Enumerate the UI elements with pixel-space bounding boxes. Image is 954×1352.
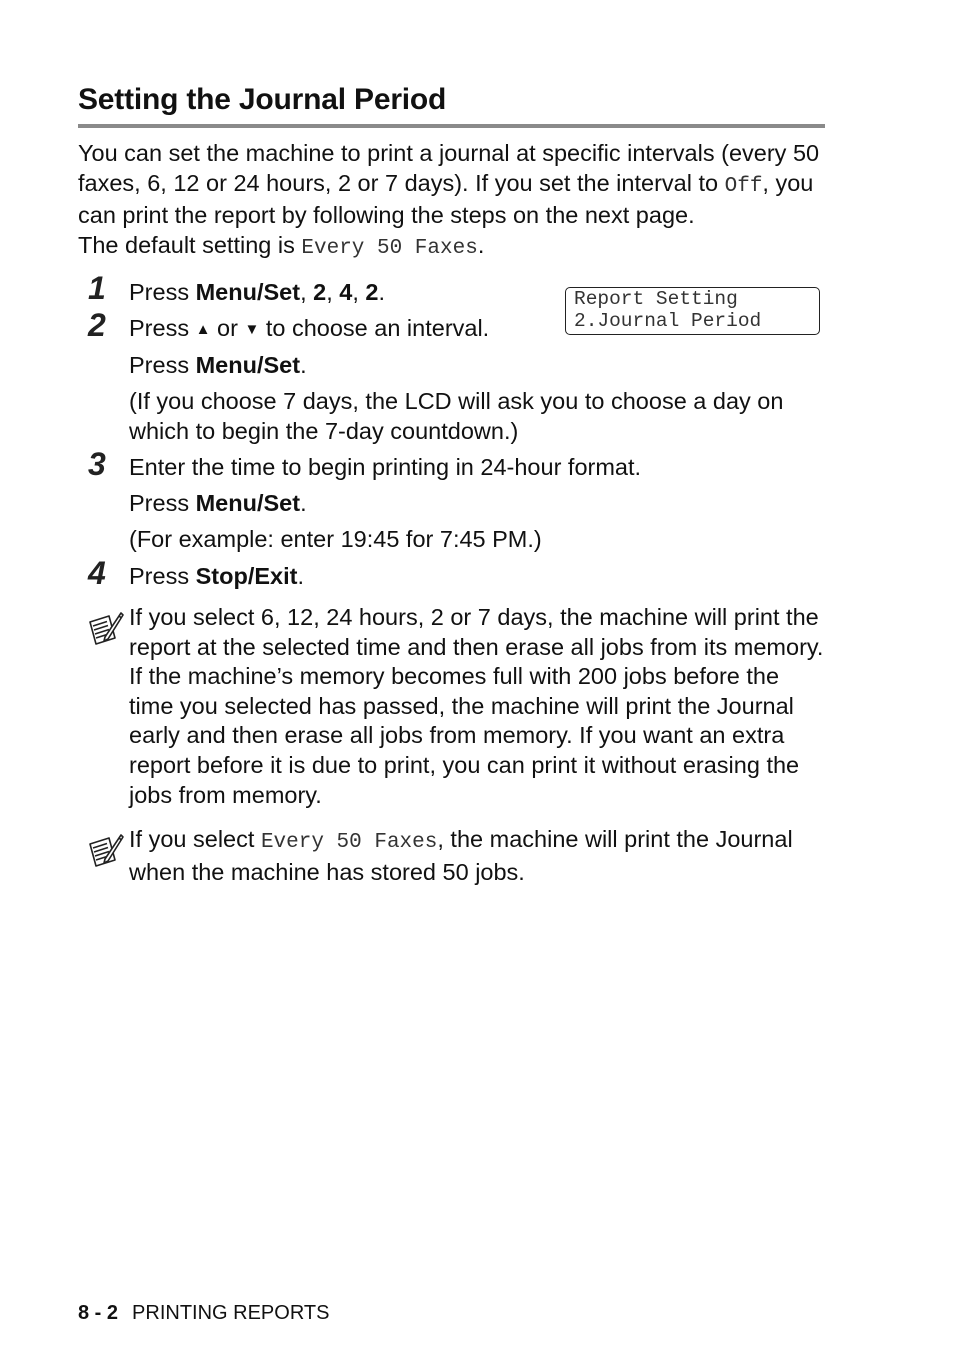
menu-set-key: Menu/Set <box>195 352 301 378</box>
step-2-press-line <box>129 351 307 381</box>
step-2-press: Press <box>129 315 196 341</box>
default-prefix: The default setting is <box>78 231 302 258</box>
key-2: 2 <box>313 279 327 305</box>
note-pencil-icon <box>87 610 125 648</box>
note-2-prefix: If you select <box>129 826 261 852</box>
period: . <box>300 352 307 378</box>
press-text: Press <box>129 352 196 378</box>
press-text: Press <box>129 490 196 516</box>
down-triangle-icon: ▼ <box>244 321 260 338</box>
title-rule <box>78 124 825 128</box>
note-pencil-icon <box>87 832 125 870</box>
stop-exit-key: Stop/Exit <box>195 563 298 589</box>
lcd-line-2: 2.Journal Period <box>574 310 762 332</box>
note-2-text <box>129 825 829 887</box>
step-2-hint: (If you choose 7 days, the LCD will ask you to choose a day on which to begin the 7-day countdown.) <box>129 388 784 444</box>
key-4: 4 <box>339 279 353 305</box>
sep: , <box>300 279 314 305</box>
section-title: Setting the Journal Period <box>78 83 447 116</box>
step-1-text <box>129 278 385 308</box>
off-value: Off <box>724 174 763 198</box>
default-value: Every 50 Faxes <box>301 236 478 260</box>
step-number-1: 1 <box>88 270 106 306</box>
step-number-2: 2 <box>88 307 106 343</box>
step-1-press: Press <box>129 279 196 305</box>
intro-text-2: , you can print the report by following the steps on the next page. <box>78 169 814 229</box>
sep: , <box>326 279 340 305</box>
period: . <box>300 490 307 516</box>
intro-text-1: You can set the machine to print a journal at specific intervals (every 50 faxes, 6, 12 or 24 hours, 2 or 7 days). If you set the interval to <box>78 140 820 196</box>
menu-set-key: Menu/Set <box>195 279 301 305</box>
page-number: 8 - 2 <box>78 1302 119 1324</box>
default-suffix: . <box>477 231 485 258</box>
key-2b: 2 <box>365 279 379 305</box>
step-3-text: Enter the time to begin printing in 24-hour format. <box>129 454 642 480</box>
step-2-rest: to choose an interval. <box>259 315 490 341</box>
up-triangle-icon: ▲ <box>195 321 211 338</box>
menu-set-key: Menu/Set <box>195 490 301 516</box>
step-4-press: Press <box>129 563 196 589</box>
step-4-text <box>129 562 304 592</box>
lcd-line-1: Report Setting <box>574 288 738 310</box>
step-number-4: 4 <box>88 555 106 591</box>
period: . <box>378 279 386 305</box>
page-footer <box>78 1301 329 1325</box>
intro-paragraph <box>78 139 838 263</box>
note-2-suffix: , the machine will print the Journal when the machine has stored 50 jobs. <box>129 826 793 885</box>
note-2-value: Every 50 Faxes <box>260 831 438 854</box>
step-2-text <box>129 314 489 345</box>
period: . <box>297 563 304 589</box>
sep: , <box>352 279 366 305</box>
lcd-display <box>565 287 820 335</box>
step-3-press-line <box>129 489 307 519</box>
step-3-hint: (For example: enter 19:45 for 7:45 PM.) <box>129 526 542 552</box>
step-number-3: 3 <box>88 446 106 482</box>
or-text: or <box>210 315 245 341</box>
note-1-text: If you select 6, 12, 24 hours, 2 or 7 days, the machine will print the report at the selected time and then erase all jobs from its memory. If the machine’s memory becomes full with 200 jobs before the time you selected has passed, the machine will print the Journal early and then erase all jobs from memory. If you want an extra report before it is due to print, you can print it without erasing the jobs from memory. <box>129 604 824 808</box>
chapter-name: PRINTING REPORTS <box>132 1302 330 1324</box>
